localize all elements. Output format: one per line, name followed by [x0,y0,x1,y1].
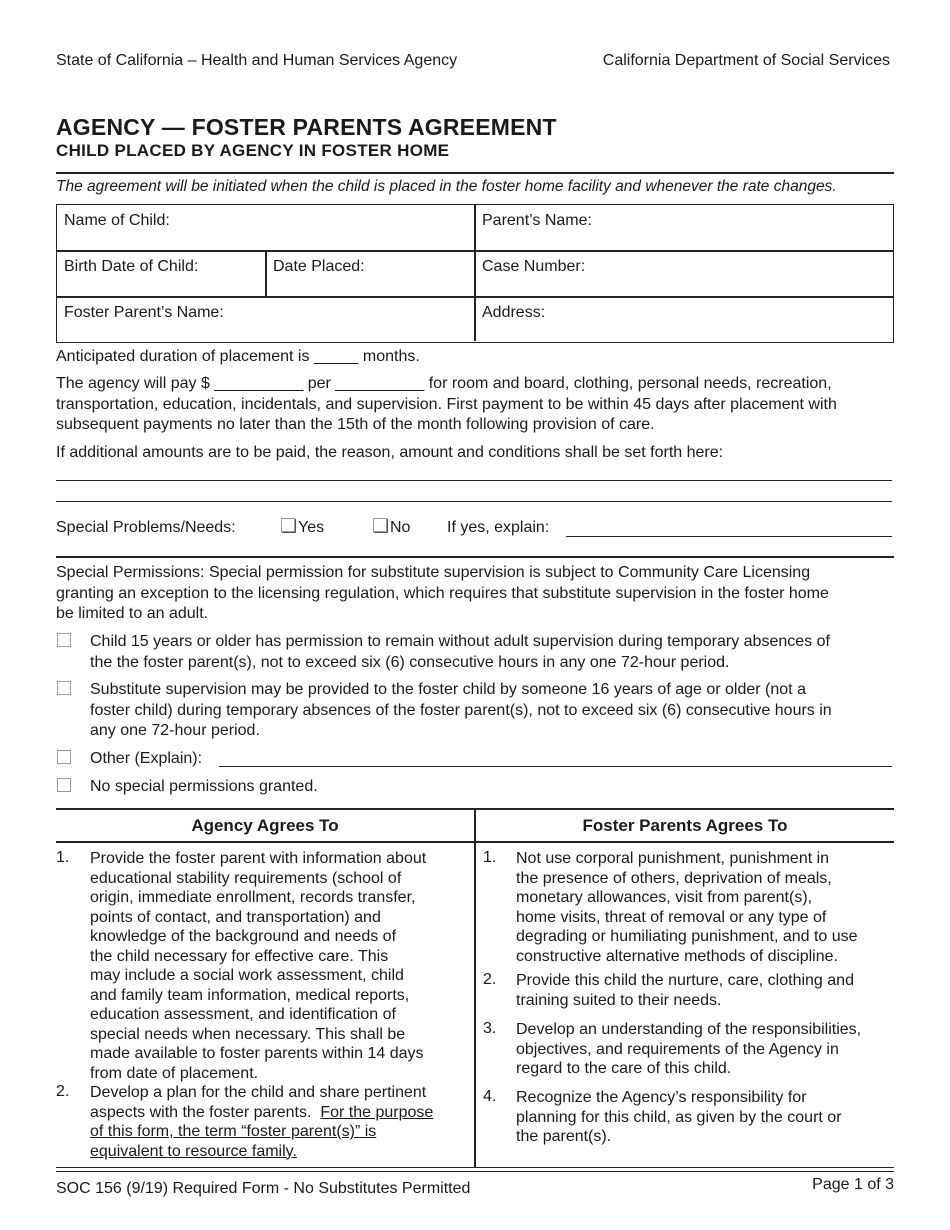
department-header: California Department of Social Services [602,52,890,69]
agency-item-2 [90,1083,470,1161]
parents-name-label: Parent’s Name: [482,212,592,229]
additional-amounts-line[interactable] [56,501,892,502]
foster-item-2-line: Provide this child the nurture, care, clothing and [516,972,854,989]
additional-amounts-label: If additional amounts are to be paid, the reason, amount and conditions shall be set forth here: [56,444,724,461]
special-permissions-intro-line2: granting an exception to the licensing regulation, which requires that substitute supervision in the foster home [56,584,829,602]
agency-item-2-line [90,1103,470,1123]
payment-terms-line1: The agency will pay $ __________ per __________ for room and board, clothing, personal needs, recreation, [56,375,832,392]
additional-amounts-line[interactable] [56,480,892,481]
agency-item-1-line: educational stability requirements (school of [90,869,402,887]
permission-unsupervised-checkbox[interactable] [57,633,71,647]
special-problems-no-label: No [390,519,411,536]
address-label: Address: [482,304,546,321]
agency-item-1-line: education assessment, and identification of [90,1006,396,1023]
agreement-table-bottom-border [56,1167,894,1168]
agency-item-1-line: and family team information, medical reports, [90,986,410,1004]
name-of-child-label: Name of Child: [64,212,170,229]
permission-unsupervised-line1: Child 15 years or older has permission to remain without adult supervision during temporary absences of [90,633,830,650]
section-divider [56,556,894,558]
foster-item-3-line: regard to the care of this child. [516,1060,732,1077]
foster-parent-name-label: Foster Parent’s Name: [64,304,224,321]
foster-parent-definition: For the purpose [320,1103,434,1121]
foster-item-number: 2. [483,971,497,988]
agency-item-1-line: made available to foster parents within 14 days [90,1045,424,1062]
permission-substitute-line2: foster child) during temporary absences of the foster parent(s), not to exceed six (6) consecutive hours in [90,701,832,719]
title-divider [56,172,894,174]
page-number: Page 1 of 3 [812,1176,894,1193]
payment-terms-line2: transportation, education, incidentals, and supervision. First payment to be within 45 days after placement with [56,395,837,413]
agreement-table-bottom-border [56,1171,894,1172]
special-problems-no-checkbox[interactable] [373,518,387,532]
agency-item-1 [90,849,470,1083]
foster-item-number: 3. [483,1020,497,1037]
permission-other-checkbox[interactable] [57,750,71,764]
placement-duration[interactable]: Anticipated duration of placement is _____ months. [56,348,420,365]
permission-none-label: No special permissions granted. [90,778,318,795]
permission-substitute-checkbox[interactable] [57,681,71,695]
foster-parents-agrees-heading: Foster Parents Agrees To [582,816,788,835]
parents-name-field[interactable] [475,205,893,250]
permission-substitute-line3: any one 72-hour period. [90,722,260,739]
special-problems-explain-label: If yes, explain: [447,519,550,536]
payment-terms-line3: subsequent payments no later than the 15th of the month following provision of care. [56,416,655,433]
birth-date-field[interactable] [57,251,265,296]
agency-header: State of California – Health and Human Services Agency [56,52,458,69]
agency-item-2-line-text: aspects with the foster parents. [90,1103,321,1121]
foster-item-4-line: Recognize the Agency’s responsibility for [516,1089,807,1106]
foster-item-4 [516,1088,891,1147]
date-placed-label: Date Placed: [273,258,365,275]
foster-item-4-line: the parent(s). [516,1128,612,1145]
foster-item-1 [516,849,891,966]
foster-item-1-line: degrading or humiliating punishment, and to use [516,928,858,945]
name-of-child-field[interactable] [57,205,474,250]
foster-item-number: 1. [483,849,497,866]
foster-item-2 [516,971,891,1010]
agency-item-1-line: the child necessary for effective care. This [90,947,389,965]
foster-item-4-line: planning for this child, as given by the court or [516,1108,842,1126]
foster-parent-name-field[interactable] [57,297,474,342]
foster-item-2-line: training suited to their needs. [516,991,722,1009]
special-permissions-intro-line1: Special Permissions: Special permission for substitute supervision is subject to Community Care Licensing [56,564,811,581]
foster-item-3 [516,1020,891,1079]
permission-other-explain-line[interactable] [219,766,892,767]
agency-item-number: 2. [56,1083,70,1100]
info-table [56,204,894,343]
agreement-table-column-divider [474,808,476,1168]
foster-item-3-line: Develop an understanding of the responsibilities, [516,1021,862,1038]
form-subtitle: CHILD PLACED BY AGENCY IN FOSTER HOME [56,141,450,160]
permission-other-label: Other (Explain): [90,750,203,767]
agency-item-1-line: origin, immediate enrollment, records transfer, [90,889,416,906]
foster-item-1-line: constructive alternative methods of discipline. [516,947,838,965]
special-problems-yes-checkbox[interactable] [281,518,295,532]
date-placed-field[interactable] [266,251,474,296]
agency-item-2-line: Develop a plan for the child and share pertinent [90,1084,427,1101]
intro-note: The agreement will be initiated when the child is placed in the foster home facility and whenever the rate changes. [56,178,837,195]
foster-item-number: 4. [483,1088,497,1105]
form-title: AGENCY — FOSTER PARENTS AGREEMENT [56,114,557,140]
agency-item-1-line: points of contact, and transportation) and [90,908,381,926]
permission-none-checkbox[interactable] [57,778,71,792]
agency-item-1-line: may include a social work assessment, child [90,967,404,984]
special-permissions-intro-line3: be limited to an adult. [56,605,209,622]
agency-item-1-line: special needs when necessary. This shall be [90,1025,406,1043]
agency-item-number: 1. [56,849,70,866]
permission-substitute-line1: Substitute supervision may be provided to the foster child by someone 16 years of age or older (not a [90,681,806,698]
special-problems-yes-label: Yes [298,519,325,536]
foster-item-1-line: the presence of others, deprivation of meals, [516,869,832,887]
case-number-field[interactable] [475,251,893,296]
special-problems-label: Special Problems/Needs: [56,519,236,536]
foster-item-1-line: Not use corporal punishment, punishment in [516,850,830,867]
agency-agrees-heading: Agency Agrees To [191,816,339,835]
foster-parent-definition: of this form, the term “foster parent(s)” is [90,1123,377,1140]
agency-item-1-line: Provide the foster parent with information about [90,850,427,867]
form-number: SOC 156 (9/19) Required Form - No Substitutes Permitted [56,1180,471,1197]
foster-parent-definition: equivalent to resource family. [90,1142,297,1160]
agency-item-1-line: from date of placement. [90,1064,259,1082]
birth-date-label: Birth Date of Child: [64,258,199,275]
agency-item-1-line: knowledge of the background and needs of [90,928,397,945]
foster-item-1-line: monetary allowances, visit from parent(s), [516,889,813,906]
special-problems-explain-line[interactable] [566,536,892,537]
foster-item-3-line: objectives, and requirements of the Agency in [516,1040,839,1058]
case-number-label: Case Number: [482,258,586,275]
address-field[interactable] [475,297,893,342]
foster-item-1-line: home visits, threat of removal or any type of [516,908,827,926]
permission-unsupervised-line2: the the foster parent(s), not to exceed six (6) consecutive hours in any one 72-hour period. [90,653,730,671]
